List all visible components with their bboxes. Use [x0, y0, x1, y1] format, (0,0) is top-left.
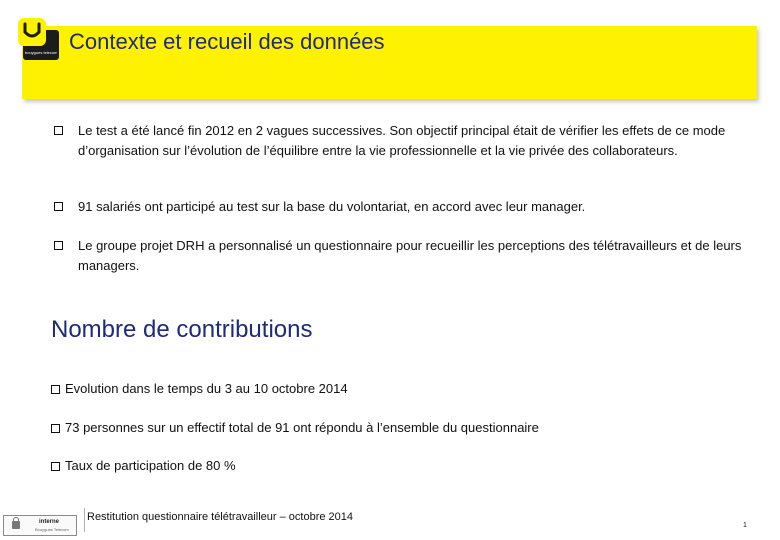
- contribution-item-text: Taux de participation de 80 %: [65, 458, 236, 473]
- logo-caption: bouygues telecom: [25, 50, 57, 55]
- contribution-item-1: [51, 380, 348, 398]
- lock-icon: [12, 521, 20, 529]
- context-point-3: [54, 236, 744, 276]
- page-number: 1: [743, 522, 747, 529]
- classification-badge: [3, 515, 77, 536]
- contribution-item-2: [51, 419, 539, 437]
- smile-icon: [17, 18, 47, 48]
- checkbox-bullet-icon: [54, 202, 63, 211]
- contribution-item-3: [51, 457, 236, 475]
- checkbox-bullet-icon: [51, 385, 60, 394]
- footer-divider: [84, 508, 85, 532]
- context-point-2: [54, 197, 744, 217]
- contribution-item-text: 73 personnes sur un effectif total de 91 ont répondu à l’ensemble du questionnaire: [65, 420, 539, 435]
- footer-text: Restitution questionnaire télétravailleur – octobre 2014: [87, 511, 353, 523]
- context-point-text: Le test a été lancé fin 2012 en 2 vagues successives. Son objectif principal était de vérifier les effets de ce mode d’organisation sur l’évolution de l’équilibre entre la vie professionnelle et la vie privée des collaborateurs.: [78, 123, 726, 158]
- page-title: Contexte et recueil des données: [69, 29, 385, 54]
- section-title: Nombre de contributions: [51, 316, 313, 343]
- checkbox-bullet-icon: [54, 126, 63, 135]
- checkbox-bullet-icon: [51, 424, 60, 433]
- classification-label: interne: [39, 519, 60, 525]
- context-point-text: Le groupe projet DRH a personnalisé un questionnaire pour recueillir les perceptions des télétravailleurs et de leurs managers.: [78, 238, 742, 273]
- context-point-text: 91 salariés ont participé au test sur la base du volontariat, en accord avec leur manager.: [78, 199, 586, 214]
- checkbox-bullet-icon: [51, 462, 60, 471]
- context-point-1: [54, 121, 744, 161]
- contribution-item-text: Evolution dans le temps du 3 au 10 octobre 2014: [65, 381, 348, 396]
- classification-sub: Bouygues Telecom: [35, 527, 69, 532]
- checkbox-bullet-icon: [54, 241, 63, 250]
- brand-logo-icon: [17, 18, 59, 60]
